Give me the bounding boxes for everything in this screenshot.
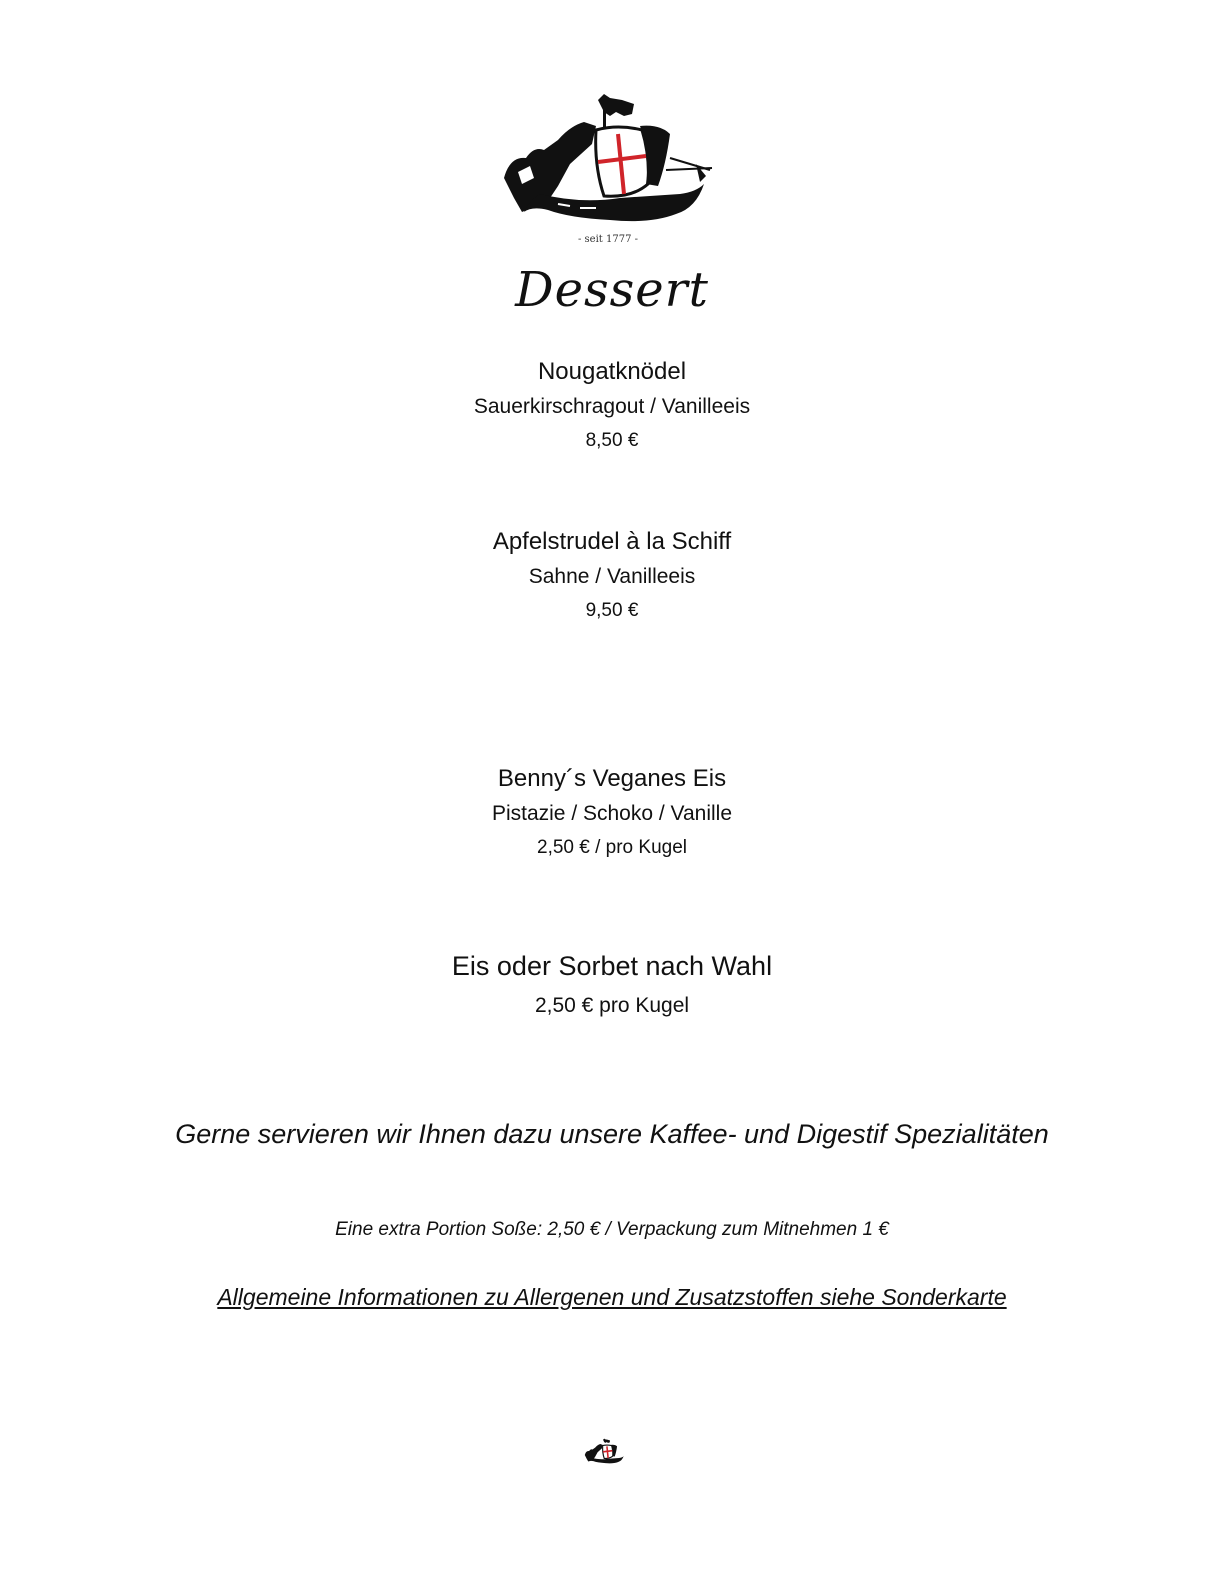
menu-item xyxy=(0,525,1224,627)
menu-item xyxy=(0,762,1224,864)
logo-tagline: - seit 1777 - xyxy=(577,234,639,245)
extras-note: Eine extra Portion Soße: 2,50 € / Verpackung zum Mitnehmen 1 € xyxy=(335,1219,889,1240)
item-name: Benny´s Veganes Eis xyxy=(497,765,727,792)
item-name: Eis oder Sorbet nach Wahl xyxy=(451,951,773,981)
item-name: Nougatknödel xyxy=(537,358,687,385)
item-description: Pistazie / Schoko / Vanille xyxy=(491,802,733,825)
item-price: 9,50 € xyxy=(585,600,639,621)
footer-ship-icon xyxy=(584,1437,626,1469)
item-description: Sahne / Vanilleeis xyxy=(528,565,696,588)
ship-logo xyxy=(500,86,716,250)
item-price: 2,50 € pro Kugel xyxy=(534,994,690,1017)
item-price: 8,50 € xyxy=(585,430,639,451)
menu-item xyxy=(0,355,1224,457)
item-name: Apfelstrudel à la Schiff xyxy=(492,528,732,555)
item-description: Sauerkirschragout / Vanilleeis xyxy=(473,395,751,418)
allergen-note: Allgemeine Informationen zu Allergenen und Zusatzstoffen siehe Sonderkarte xyxy=(217,1284,1007,1310)
serving-note: Gerne servieren wir Ihnen dazu unsere Kaffee- und Digestif Spezialitäten xyxy=(175,1119,1049,1149)
item-price: 2,50 € / pro Kugel xyxy=(537,837,687,858)
page-title: Dessert xyxy=(515,262,709,318)
menu-item xyxy=(0,946,1224,1026)
